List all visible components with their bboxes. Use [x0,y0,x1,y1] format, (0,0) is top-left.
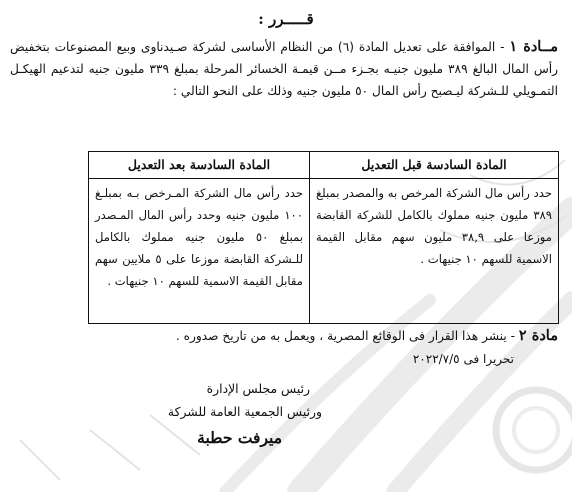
cell-after: حدد رأس مال الشركة المـرخص بـه بمبلـغ ١٠٠ مليون جنيه وحدد رأس المال المـصدر بمبلغ ٥٠ مليون جنيه مملوك بالكامل للـشركة القابضة موزعا على ٥ ملايين سهم مقابل القيمة الاسمية للسهم ١٠ جنيهات . [89,179,310,324]
amendment-table [88,151,559,324]
article-2-text: - ينشر هذا القرار فى الوقائع المصرية ، ويعمل به من تاريخ صدوره . [175,329,519,343]
header-after: المادة السادسة بعد التعديل [89,152,310,179]
cell-before: حدد رأس مال الشركة المرخص به والمصدر بمبلغ ٣٨٩ مليون جنيه مملوك بالكامل للشركة القابضة موزعا على ٣٨,٩ مليون سهم مقابل القيمة الاسمية للسهم ١٠ جنيهات . [310,179,559,324]
table-header-row [89,152,559,179]
article-2-label: مادة ٢ [518,327,558,344]
article-1-label: مــادة ١ [509,38,558,55]
issue-date: تحريرا فى ٢٠٢٢/٧/٥ [412,352,514,366]
signatory-title: رئيس مجلس الإدارة [206,381,310,396]
signatory-title-2: ورئيس الجمعية العامة للشركة [167,404,322,419]
article-1 [10,36,558,102]
decision-heading: قـــــرر : [258,10,314,28]
article-1-text: - الموافقة على تعديل المادة (٦) من النظام الأساسى لشركة صـيدناوى وبيع المصنوعات بتخفيض رأس المال البالغ ٣٨٩ مليون جنيـه بجـزء مــن قيمـة الخسائر المرحلة بمبلغ ٣٣٩ مليون جنيه لتدعيم الهيكـل التمـويلي للـشركة ليـصبح رأس المال ٥٠ مليون جنيه وذلك على النحو التالي : [10,40,558,98]
table-row [89,179,559,324]
article-2 [10,325,558,347]
signatory-name: ميرفت حطبة [197,428,282,447]
header-before: المادة السادسة قبل التعديل [310,152,559,179]
